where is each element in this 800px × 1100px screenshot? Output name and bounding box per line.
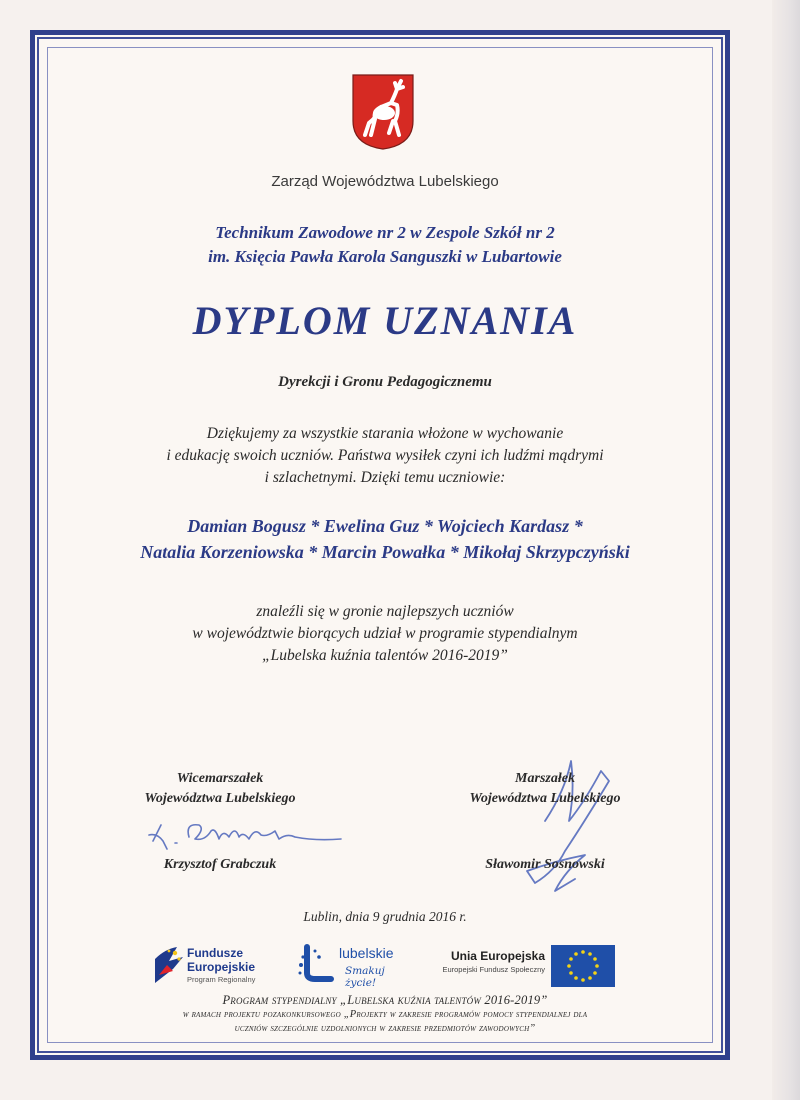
footer-line-2: w ramach projektu pozakonkursowego „Projekty w zakresie programów pomocy stypendialnej dla (182, 1009, 588, 1020)
page-shadow-edge (772, 0, 800, 1100)
ue-line1: Unia Europejska (450, 949, 545, 963)
lubelskie-slogan: Smakuj życie! (345, 965, 385, 989)
signatory-role-left: Wicemarszałek (176, 771, 264, 786)
footer-line-1: Program stypendialny „Lubelska kuźnia talentów 2016-2019” (222, 993, 548, 1007)
eu-flag-icon (551, 945, 615, 987)
lubelskie-icon (297, 943, 337, 983)
intro-line-3: i szlachetnymi. Dzięki temu uczniowie: (264, 469, 506, 486)
issuing-authority: Zarząd Województwa Lubelskiego (271, 173, 499, 190)
footer-line-3: uczniów szczególnie uzdolnionych w zakresie przedmiotów zawodowych” (234, 1023, 536, 1034)
handwritten-signature-left (145, 811, 345, 855)
intro-line-1: Dziękujemy za wszystkie starania włożone w wychowanie (206, 425, 564, 442)
logo-unia-europejska (435, 945, 615, 989)
signatory-role-right: Marszałek (515, 771, 575, 786)
signatory-region-right: Województwa Lubelskiego (469, 791, 621, 806)
fundusze-line3: Program Regionalny (187, 975, 256, 984)
signatory-name-right: Sławomir Sosnowski (485, 857, 605, 872)
outro-line-2: w województwie biorących udział w programie stypendialnym (192, 625, 578, 642)
outro-line-3: „Lubelska kuźnia talentów 2016-2019” (262, 647, 508, 664)
diploma-frame (30, 30, 730, 1060)
fundusze-line2: Europejskie (187, 960, 256, 974)
logo-lubelskie (297, 939, 417, 989)
addressee: Dyrekcji i Gronu Pedagogicznemu (278, 374, 492, 390)
school-name-line2: im. Księcia Pawła Karola Sanguszki w Lubartowie (208, 247, 562, 266)
student-names-line-2: Natalia Korzeniowska * Marcin Powałka * Mikołaj Skrzypczyński (140, 542, 630, 562)
ue-line2: Europejski Fundusz Społeczny (442, 965, 545, 974)
voivodeship-crest-icon (351, 73, 415, 151)
logo-fundusze-europejskie (155, 943, 285, 987)
signatory-region-left: Województwa Lubelskiego (144, 791, 296, 806)
diploma-title: DYPLOM UZNANIA (192, 298, 578, 343)
fundusze-europejskie-icon (155, 945, 183, 983)
student-names-line-1: Damian Bogusz * Ewelina Guz * Wojciech Kardasz * (187, 516, 583, 536)
signatory-name-left: Krzysztof Grabczuk (163, 857, 277, 872)
school-name-line1: Technikum Zawodowe nr 2 w Zespole Szkół nr 2 (215, 223, 555, 242)
fundusze-line1: Fundusze (187, 946, 243, 960)
lubelskie-name: lubelskie (339, 945, 394, 961)
outro-line-1: znaleźli się w gronie najlepszych uczniów (256, 603, 514, 620)
intro-line-2: i edukację swoich uczniów. Państwa wysiłek czyni ich ludźmi mądrymi (166, 447, 604, 464)
place-and-date: Lublin, dnia 9 grudnia 2016 r. (303, 909, 467, 924)
